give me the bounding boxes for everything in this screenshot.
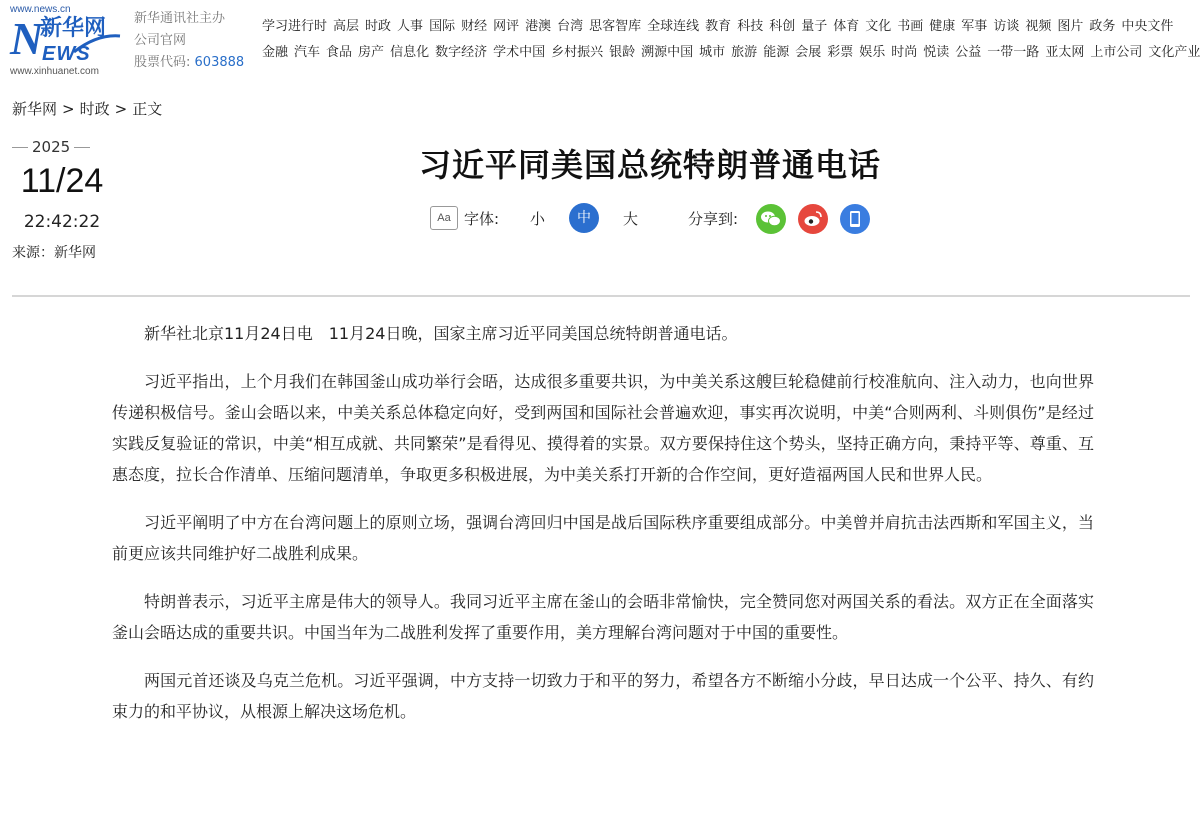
year-line [12, 138, 112, 156]
stock-code-link[interactable]: 603888 [194, 55, 245, 70]
publish-month-day: 11/24 [20, 162, 104, 200]
nav-link[interactable]: 全球连线 [647, 19, 700, 34]
wechat-icon [756, 204, 786, 234]
nav-link[interactable]: 信息化 [390, 45, 430, 60]
nav-link[interactable]: 国际 [429, 19, 456, 34]
logo-url-text: www.news.cn [10, 4, 71, 15]
nav-link[interactable]: 食品 [326, 45, 353, 60]
breadcrumb-section[interactable]: 时政 [79, 100, 110, 118]
font-size-icon: Aa [430, 206, 458, 230]
breadcrumb-current: 正文 [132, 100, 163, 118]
share-label: 分享到: [688, 210, 739, 228]
nav-link[interactable]: 数字经济 [435, 45, 488, 60]
nav-link[interactable]: 文化产业 [1148, 45, 1200, 60]
nav-link[interactable]: 文化 [865, 19, 892, 34]
nav-link[interactable]: 时尚 [891, 45, 918, 60]
nav-link[interactable]: 银龄 [609, 45, 636, 60]
publish-year: 2025 [32, 138, 71, 156]
nav-link[interactable]: 访谈 [993, 19, 1020, 34]
breadcrumb-separator: > [62, 100, 75, 118]
font-size-medium-button[interactable]: 中 [569, 203, 599, 233]
breadcrumb-separator: > [114, 100, 128, 118]
share-mobile-button[interactable] [840, 204, 870, 234]
nav-link[interactable]: 溯源中国 [641, 45, 694, 60]
nav-link[interactable]: 港澳 [525, 19, 552, 34]
logo-letters-ews: EWS [42, 43, 91, 65]
nav-link[interactable]: 乡村振兴 [551, 45, 604, 60]
nav-link[interactable]: 娱乐 [859, 45, 886, 60]
nav-row-1 [262, 14, 1192, 40]
nav-link[interactable]: 悦读 [923, 45, 950, 60]
nav-link[interactable]: 教育 [705, 19, 732, 34]
nav-link[interactable]: 学习进行时 [262, 19, 328, 34]
article-paragraph: 两国元首还谈及乌克兰危机。习近平强调，中方支持一切致力于和平的努力，希望各方不断缩小分歧，早日达成一个公平、持久、有约束力的和平协议，从根源上解决这场危机。 [112, 671, 1094, 721]
nav-link[interactable]: 亚太网 [1045, 45, 1085, 60]
nav-link[interactable]: 房产 [358, 45, 385, 60]
nav-link[interactable]: 上市公司 [1090, 45, 1143, 60]
nav-link[interactable]: 台湾 [557, 19, 584, 34]
logo-site-text: www.xinhuanet.com [10, 66, 99, 77]
nav-link[interactable]: 旅游 [731, 45, 758, 60]
nav-link[interactable]: 体育 [833, 19, 860, 34]
weibo-icon [798, 204, 828, 234]
nav-link[interactable]: 图片 [1057, 19, 1084, 34]
org-line-1: 新华通讯社主办 [134, 11, 226, 26]
nav-link[interactable]: 思客智库 [589, 19, 642, 34]
article-paragraph: 新华社北京11月24日电 11月24日晚，国家主席习近平同美国总统特朗普通电话。 [144, 324, 738, 343]
nav-link[interactable]: 金融 [262, 45, 289, 60]
nav-link[interactable]: 会展 [795, 45, 822, 60]
nav-link[interactable]: 网评 [493, 19, 520, 34]
nav-link[interactable]: 能源 [763, 45, 790, 60]
nav-link[interactable]: 中央文件 [1121, 19, 1174, 34]
nav-link[interactable]: 财经 [461, 19, 488, 34]
nav-link[interactable]: 科创 [769, 19, 796, 34]
xinhua-logo[interactable] [10, 4, 128, 78]
site-header [0, 0, 1200, 84]
nav-link[interactable]: 科技 [737, 19, 764, 34]
breadcrumb [12, 98, 162, 119]
nav-link[interactable]: 政务 [1089, 19, 1116, 34]
nav-link[interactable]: 时政 [365, 19, 392, 34]
share-weibo-button[interactable] [798, 204, 828, 234]
nav-link[interactable]: 健康 [929, 19, 956, 34]
nav-link[interactable]: 军事 [961, 19, 988, 34]
nav-link[interactable]: 公益 [955, 45, 982, 60]
breadcrumb-home[interactable]: 新华网 [12, 100, 58, 118]
org-line-2: 公司官网 [134, 33, 187, 48]
article-paragraph: 特朗普表示，习近平主席是伟大的领导人。我同习近平主席在釜山的会晤非常愉快，完全赞同您对两国关系的看法。双方正在全面落实釜山会晤达成的重要共识。中国当年为二战胜利发挥了重要作用，美方理解台湾问题对于中国的重要性。 [112, 592, 1094, 642]
article-body [112, 318, 1094, 744]
article-title: 习近平同美国总统特朗普通电话 [418, 146, 881, 184]
header-divider [12, 295, 1190, 297]
nav-link[interactable]: 高层 [333, 19, 360, 34]
font-size-label: 字体: [464, 210, 500, 228]
logo-letter-n: N [10, 13, 44, 64]
nav-link[interactable]: 一带一路 [987, 45, 1040, 60]
publish-time: 22:42:22 [23, 212, 101, 232]
mobile-icon [840, 204, 870, 234]
nav-row-2 [262, 40, 1200, 66]
nav-link[interactable]: 书画 [897, 19, 924, 34]
nav-link[interactable]: 视频 [1025, 19, 1052, 34]
nav-link[interactable]: 量子 [801, 19, 828, 34]
article-paragraph: 习近平指出，上个月我们在韩国釜山成功举行会晤，达成很多重要共识，为中美关系这艘巨轮稳健前行校准航向、注入动力，也向世界传递积极信号。釜山会晤以来，中美关系总体稳定向好，受到两国和国际社会普遍欢迎，事实再次说明，中美“合则两利、斗则俱伤”是经过实践反复验证的常识，中美“相互成就、共同繁荣”是看得见、摸得着的实景。双方要保持住这个势头，坚持正确方向，秉持平等、尊重、互惠态度，拉长合作清单、压缩问题清单，争取更多积极进展，为中美关系打开新的合作空间，更好造福两国人民和世界人民。 [112, 372, 1094, 484]
org-info [134, 8, 244, 74]
article-tools [430, 200, 890, 236]
nav-link[interactable]: 汽车 [294, 45, 321, 60]
nav-link[interactable]: 人事 [397, 19, 424, 34]
article-paragraph: 习近平阐明了中方在台湾问题上的原则立场，强调台湾回归中国是战后国际秩序重要组成部分。中美曾并肩抗击法西斯和军国主义，当前更应该共同维护好二战胜利成果。 [112, 513, 1094, 563]
logo-brand-cn: 新华网 [40, 16, 107, 41]
year-dash-left [12, 147, 28, 148]
stock-info [134, 52, 244, 74]
main-nav [262, 14, 1200, 66]
font-size-large-button[interactable]: 大 [623, 210, 639, 228]
font-size-small-button[interactable]: 小 [530, 210, 546, 228]
share-wechat-button[interactable] [756, 204, 786, 234]
nav-link[interactable]: 学术中国 [493, 45, 546, 60]
year-dash-right [74, 147, 90, 148]
nav-link[interactable]: 城市 [699, 45, 726, 60]
article-source: 来源：新华网 [12, 245, 96, 261]
stock-label: 股票代码: [134, 55, 191, 70]
nav-link[interactable]: 彩票 [827, 45, 854, 60]
publish-date-block [12, 138, 112, 262]
